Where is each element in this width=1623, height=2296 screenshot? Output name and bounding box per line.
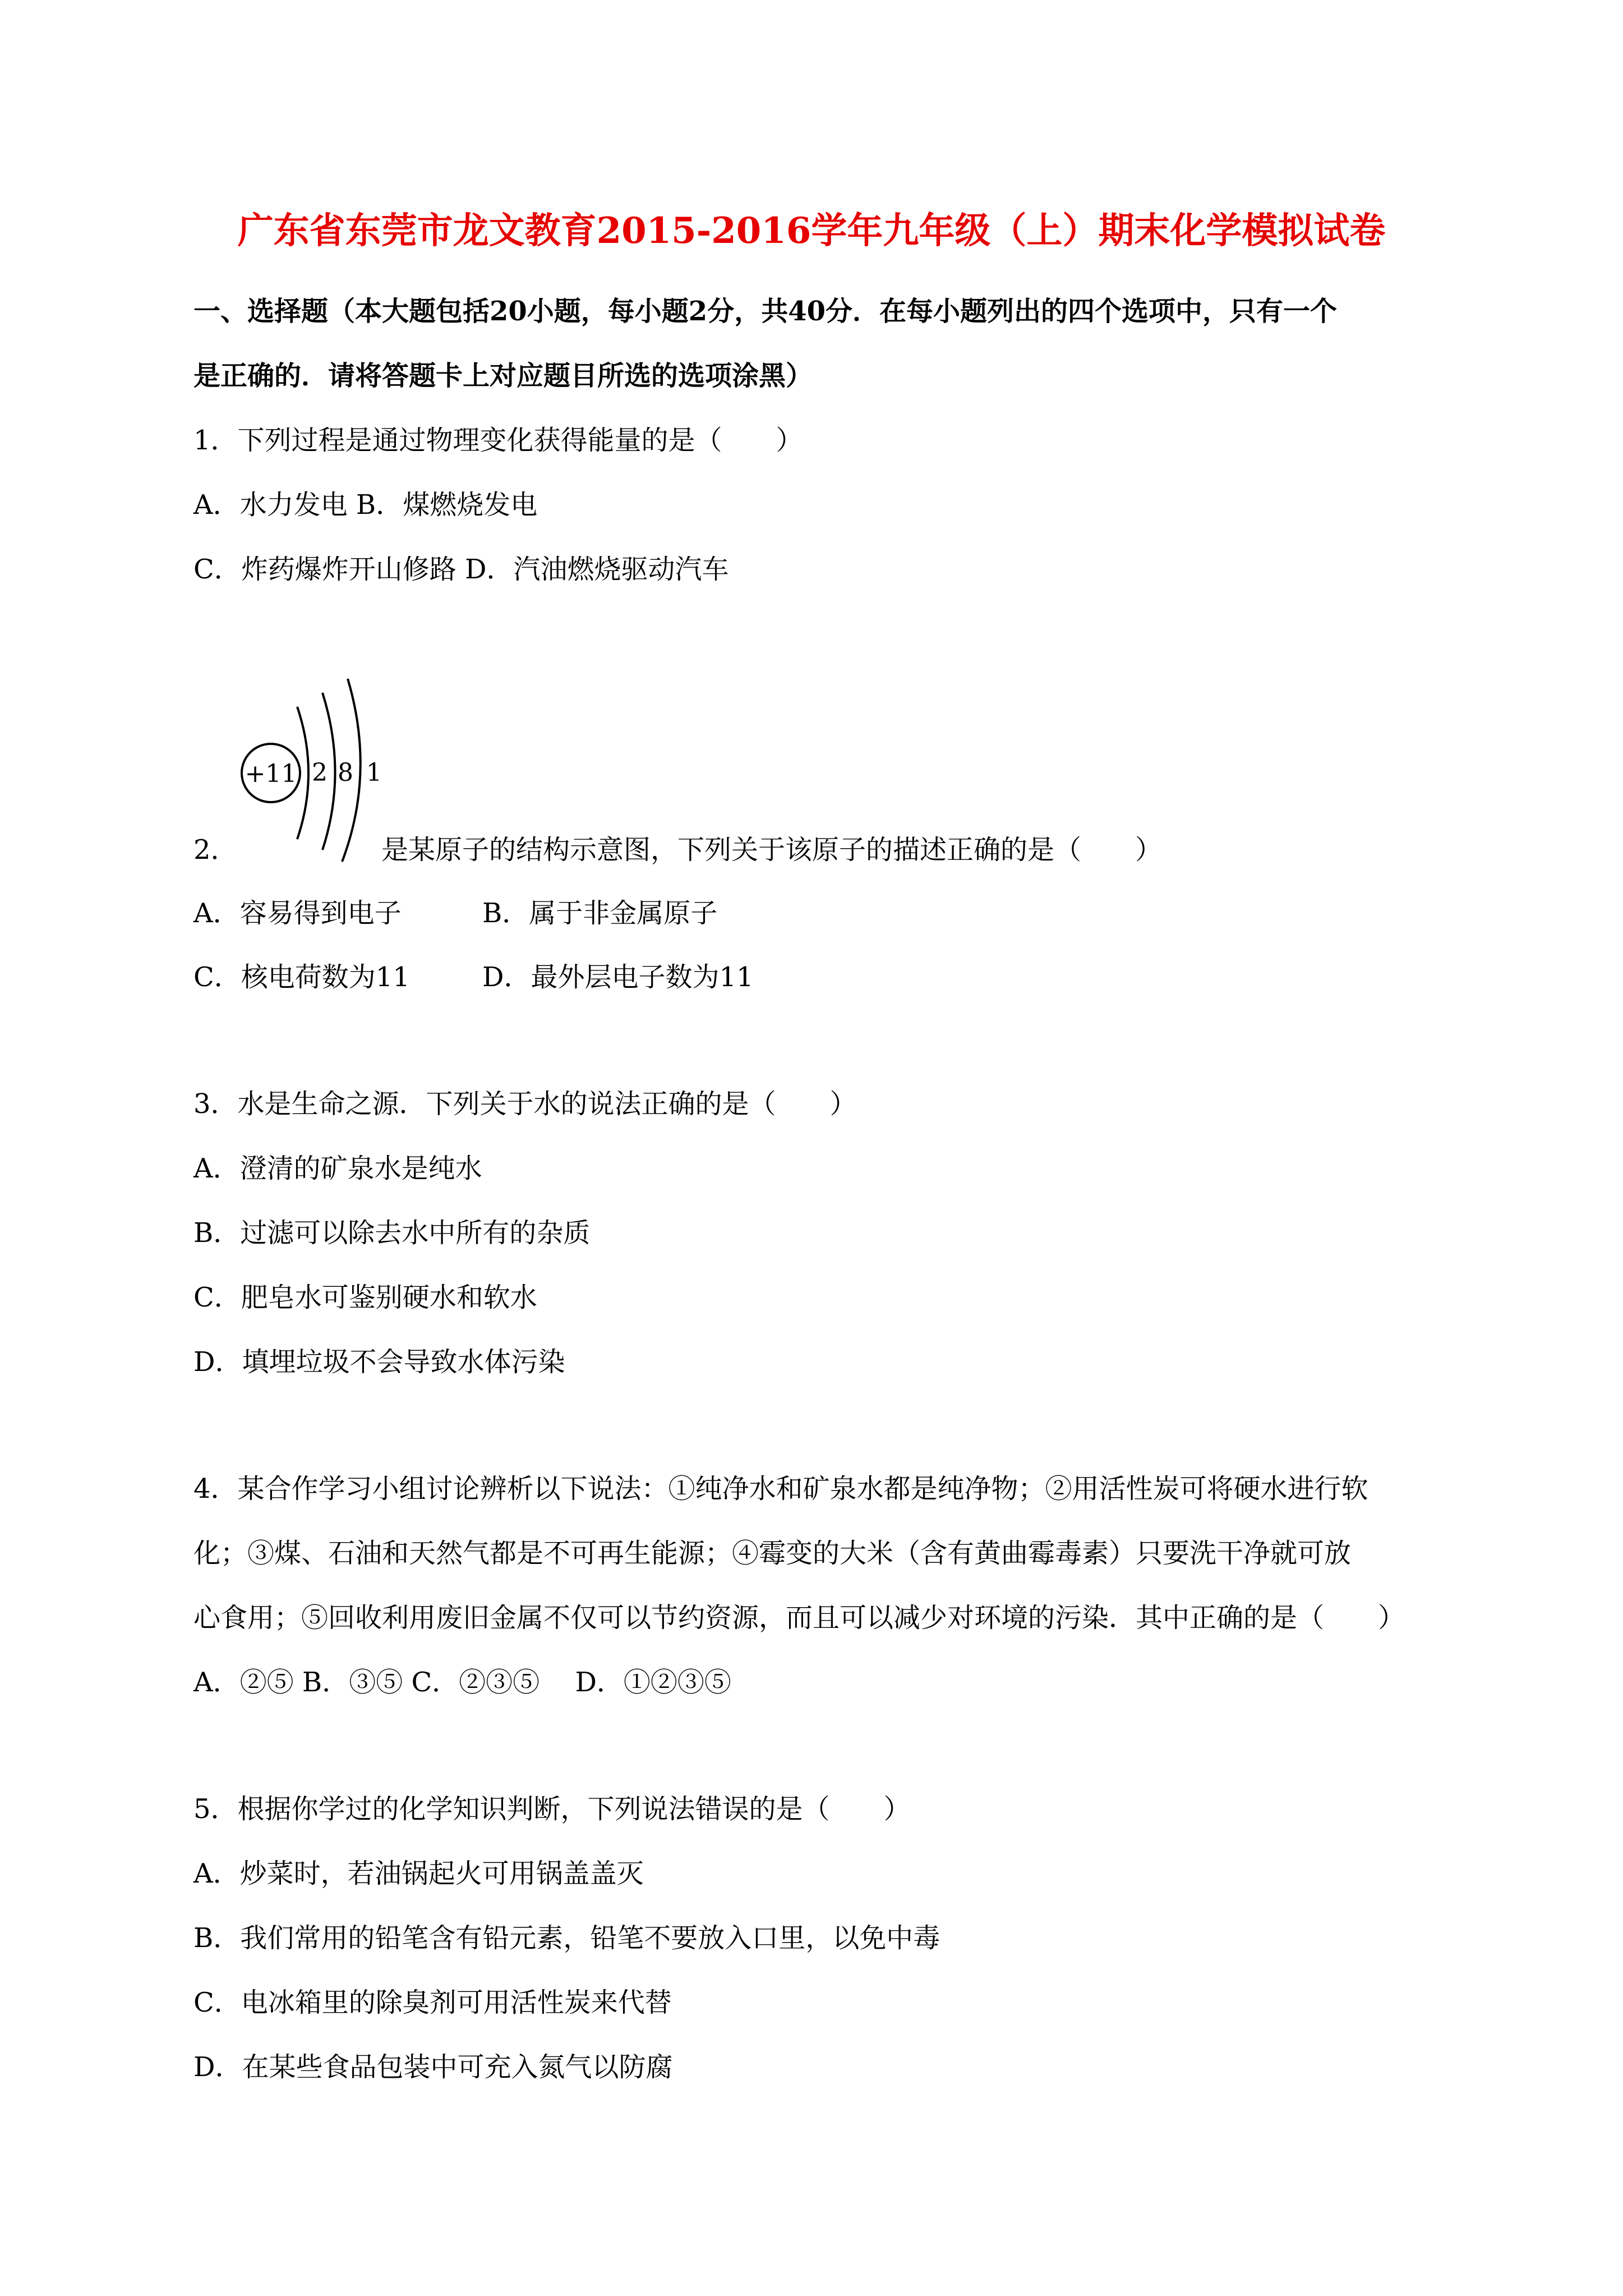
q4-stem-line-3: 心食用；⑤回收利用废旧金属不仅可以节约资源，而且可以减少对环境的污染．其中正确的是（ ） bbox=[193, 1602, 1405, 1634]
q1-stem: 1．下列过程是通过物理变化获得能量的是（ ） bbox=[193, 425, 803, 456]
q3-option-a: A．澄清的矿泉水是纯水 bbox=[193, 1153, 482, 1184]
q3-option-c: C．肥皂水可鉴别硬水和软水 bbox=[193, 1282, 537, 1313]
shell-electrons-2: 8 bbox=[338, 758, 353, 787]
q2-option-d: D．最外层电子数为11 bbox=[482, 961, 754, 993]
q4-options: A．②⑤ B．③⑤ C．②③⑤ D．①②③⑤ bbox=[193, 1667, 731, 1698]
q1-options-ab: A．水力发电 B．煤燃烧发电 bbox=[193, 489, 538, 521]
q5-option-b: B．我们常用的铅笔含有铅元素，铅笔不要放入口里，以免中毒 bbox=[193, 1922, 940, 1954]
q1-options-cd: C．炸药爆炸开山修路 D．汽油燃烧驱动汽车 bbox=[193, 554, 729, 585]
nucleus-charge: +11 bbox=[245, 760, 297, 788]
exam-title: 广东省东莞市龙文教育2015-2016学年九年级（上）期末化学模拟试卷 bbox=[237, 210, 1386, 252]
q5-option-c: C．电冰箱里的除臭剂可用活性炭来代替 bbox=[193, 1987, 672, 2018]
q5-stem: 5．根据你学过的化学知识判断，下列说法错误的是（ ） bbox=[193, 1793, 911, 1825]
q5-option-d: D．在某些食品包装中可充入氮气以防腐 bbox=[193, 2051, 673, 2083]
shell-electrons-3: 1 bbox=[366, 758, 382, 787]
q2-option-a: A．容易得到电子 bbox=[193, 898, 402, 929]
q3-stem: 3．水是生命之源．下列关于水的说法正确的是（ ） bbox=[193, 1088, 857, 1120]
atom-structure-diagram bbox=[236, 673, 393, 864]
section-heading-line-2: 是正确的．请将答题卡上对应题目所选的选项涂黑） bbox=[193, 360, 813, 392]
q2-stem: 是某原子的结构示意图，下列关于该原子的描述正确的是（ ） bbox=[381, 834, 1163, 866]
section-heading-line-1: 一、选择题（本大题包括20小题，每小题2分，共40分．在每小题列出的四个选项中，只有一个 bbox=[193, 296, 1337, 327]
shell-electrons-1: 2 bbox=[312, 758, 328, 787]
q3-option-b: B．过滤可以除去水中所有的杂质 bbox=[193, 1217, 591, 1249]
q2-option-c: C．核电荷数为11 bbox=[193, 961, 410, 993]
q4-stem-line-1: 4．某合作学习小组讨论辨析以下说法：①纯净水和矿泉水都是纯净物；②用活性炭可将硬水进行软 bbox=[193, 1473, 1368, 1504]
q2-number: 2． bbox=[193, 834, 238, 866]
q4-stem-line-2: 化；③煤、石油和天然气都是不可再生能源；④霉变的大米（含有黄曲霉毒素）只要洗干净就可放 bbox=[193, 1538, 1352, 1569]
q5-option-a: A．炒菜时，若油锅起火可用锅盖盖灭 bbox=[193, 1858, 644, 1889]
q3-option-d: D．填埋垃圾不会导致水体污染 bbox=[193, 1346, 565, 1378]
q2-option-b: B．属于非金属原子 bbox=[482, 898, 718, 929]
